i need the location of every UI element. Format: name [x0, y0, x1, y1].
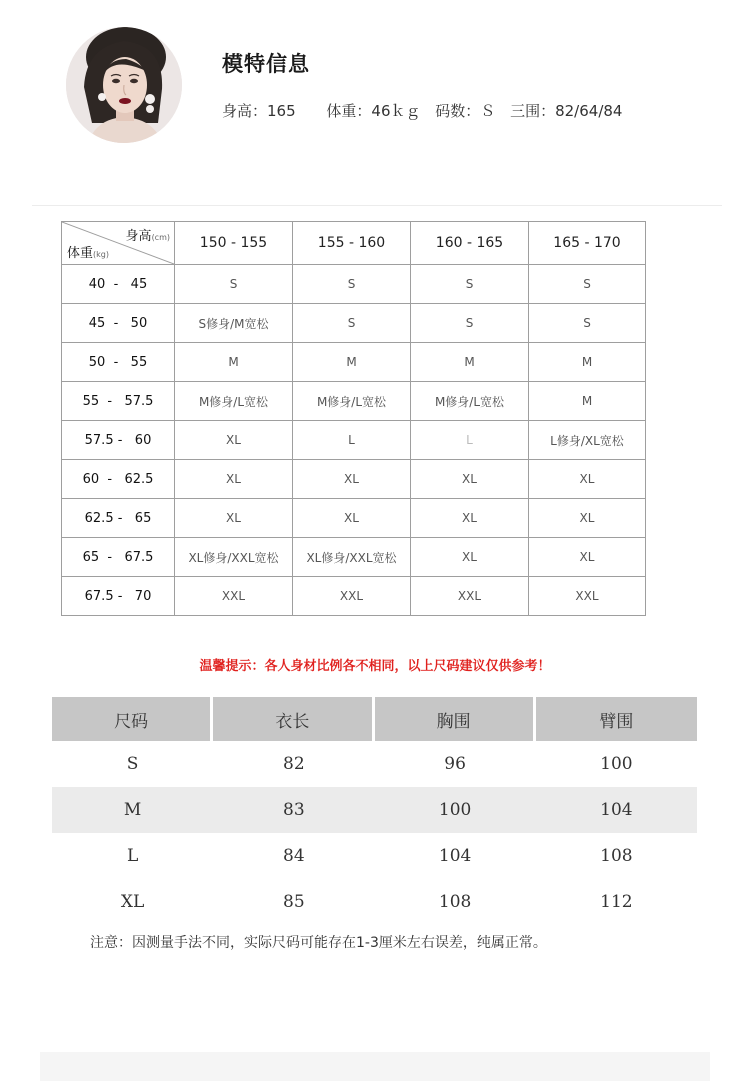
size-cell: S: [529, 304, 646, 343]
model-portrait-image: [66, 27, 182, 143]
length-value: 84: [283, 846, 305, 866]
weight-range-cell: 45 - 50: [62, 304, 175, 343]
model-weight: 体重：46ｋｇ: [326, 102, 421, 120]
size-cell: M: [529, 343, 646, 382]
size-cell: XL: [529, 460, 646, 499]
height-range-header: 160 - 165: [411, 222, 529, 265]
size-cell: S: [293, 265, 411, 304]
size-cell: XL: [293, 460, 411, 499]
table-row: [52, 741, 697, 787]
size-value: M: [52, 787, 213, 833]
height-range-header: 165 - 170: [529, 222, 646, 265]
header-chest: 胸围: [375, 697, 536, 741]
size-cell: S: [293, 304, 411, 343]
corner-weight-unit: (kg): [93, 250, 109, 259]
bottom-fade-strip: [40, 1052, 710, 1081]
length-value: 85: [283, 892, 305, 912]
measurement-note: 注意：因测量手法不同，实际尺码可能存在1-3厘米左右误差，纯属正常。: [90, 935, 547, 951]
size-cell: M修身/L宽松: [175, 382, 293, 421]
corner-height-label: [126, 225, 170, 244]
weight-range-cell: 40 - 45: [62, 265, 175, 304]
arm-value: 108: [600, 846, 633, 866]
weight-range-cell: 65 - 67.5: [62, 538, 175, 577]
size-value: XL: [120, 892, 145, 912]
header-length: 衣长: [213, 697, 374, 741]
measurement-header-row: [52, 697, 697, 741]
table-row: [62, 577, 646, 616]
table-row: [62, 499, 646, 538]
size-cell: XXL: [411, 577, 529, 616]
height-range-header: 150 - 155: [175, 222, 293, 265]
size-cell: M: [175, 343, 293, 382]
size-cell: XL: [411, 499, 529, 538]
size-cell: XXL: [175, 577, 293, 616]
model-height: 身高：165: [222, 102, 296, 120]
corner-weight-label: [67, 242, 109, 261]
size-cell: M: [411, 343, 529, 382]
length-value: 82: [283, 754, 305, 774]
table-row: [52, 833, 697, 879]
table-row: [62, 265, 646, 304]
size-cell: S: [529, 265, 646, 304]
arm-value: 104: [536, 787, 697, 833]
size-cell: XL: [175, 460, 293, 499]
chest-value: 100: [375, 787, 536, 833]
weight-range-cell: 62.5 - 65: [62, 499, 175, 538]
size-cell: L修身/XL宽松: [529, 421, 646, 460]
size-cell: XL: [293, 499, 411, 538]
size-cell: S: [411, 265, 529, 304]
size-cell: S: [411, 304, 529, 343]
model-info-title: 模特信息: [222, 52, 310, 76]
corner-height-unit: (cm): [151, 233, 170, 242]
size-cell: XL: [411, 538, 529, 577]
size-cell: XL: [411, 460, 529, 499]
table-row: [52, 787, 697, 833]
table-row: [62, 304, 646, 343]
weight-range-cell: 60 - 62.5: [62, 460, 175, 499]
height-range-header: 155 - 160: [293, 222, 411, 265]
size-value: L: [126, 846, 139, 866]
size-tip-warning: 温馨提示：各人身材比例各不相同，以上尺码建议仅供参考！: [199, 659, 551, 674]
chest-value: 104: [438, 846, 472, 866]
table-header-row: [62, 222, 646, 265]
size-cell: XL修身/XXL宽松: [175, 538, 293, 577]
size-cell: L: [411, 421, 529, 460]
chest-value: 108: [438, 892, 472, 912]
model-avatar: [66, 27, 182, 143]
table-row: [52, 879, 697, 925]
model-measurements: 三围：82/64/84: [510, 102, 623, 120]
size-cell: L: [293, 421, 411, 460]
size-cell: XL: [529, 499, 646, 538]
size-value: S: [126, 754, 139, 774]
table-row: [62, 343, 646, 382]
weight-range-cell: 55 - 57.5: [62, 382, 175, 421]
weight-range-cell: 67.5 - 70: [62, 577, 175, 616]
size-cell: M: [529, 382, 646, 421]
arm-value: 100: [600, 754, 633, 774]
measurement-table: [52, 697, 697, 925]
size-cell: XL: [529, 538, 646, 577]
table-row: [62, 538, 646, 577]
length-value: 83: [213, 787, 374, 833]
size-cell: S: [175, 265, 293, 304]
header-arm: 臂围: [536, 697, 697, 741]
weight-range-cell: 50 - 55: [62, 343, 175, 382]
table-row: [62, 382, 646, 421]
corner-weight-text: 体重: [67, 246, 94, 261]
size-cell: XL: [175, 499, 293, 538]
size-cell: M: [293, 343, 411, 382]
size-cell: XXL: [529, 577, 646, 616]
table-row: [62, 460, 646, 499]
size-recommendation-table: [61, 221, 646, 616]
size-cell: M修身/L宽松: [293, 382, 411, 421]
size-cell: XL修身/XXL宽松: [293, 538, 411, 577]
size-cell: S修身/M宽松: [175, 304, 293, 343]
corner-height-text: 身高: [125, 229, 152, 244]
size-cell: XXL: [293, 577, 411, 616]
header-size: 尺码: [52, 697, 213, 741]
corner-header-cell: [62, 222, 175, 265]
model-size: 码数：Ｓ: [435, 102, 496, 120]
model-info-line: [222, 100, 648, 121]
size-cell: XL: [175, 421, 293, 460]
table-row: [62, 421, 646, 460]
weight-range-cell: 57.5 - 60: [62, 421, 175, 460]
chest-value: 96: [444, 754, 466, 774]
divider: [32, 205, 722, 206]
arm-value: 112: [600, 892, 633, 912]
size-cell: M修身/L宽松: [411, 382, 529, 421]
